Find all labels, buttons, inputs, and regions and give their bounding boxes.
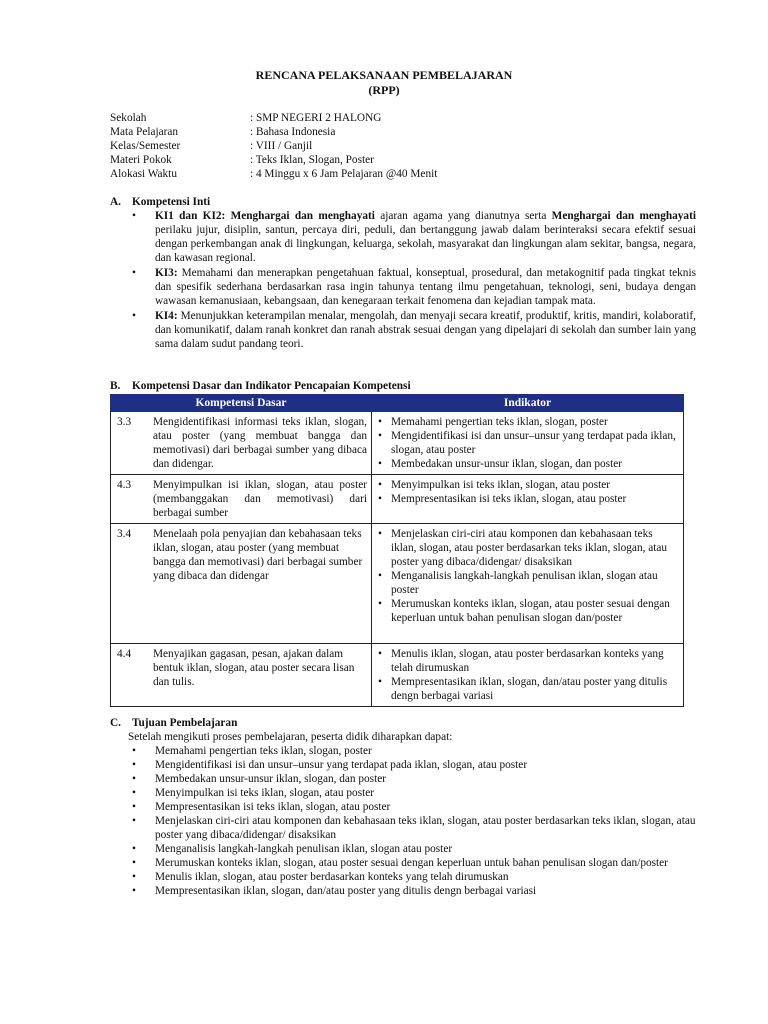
identity-value: : Teks Iklan, Slogan, Poster: [250, 154, 374, 166]
section-c-heading: [110, 716, 237, 730]
list-item: • Mengidentifikasi isi dan unsur–unsur yang terdapat pada iklan, slogan, atau poster: [130, 758, 696, 772]
kd-cell: [111, 475, 372, 524]
list-item: • Memahami pengertian teks iklan, slogan, poster: [130, 744, 696, 758]
indicator-item: • Merumuskan konteks iklan, slogan, atau poster sesuai dengan keperluan untuk bahan penulisan slogan dan/poster: [376, 597, 679, 625]
ki-item: [130, 266, 696, 308]
kd-text: Menyajikan gagasan, pesan, ajakan dalam bentuk iklan, slogan, atau poster secara lisan dan tulis.: [153, 648, 355, 688]
indicator-cell: [372, 412, 684, 475]
indicator-cell: [372, 475, 684, 524]
section-letter: A.: [110, 196, 121, 208]
list-item: • Menganalisis langkah-langkah penulisan iklan, slogan atau poster: [130, 842, 696, 856]
kd-text: Menelaah pola penyajian dan kebahasaan teks iklan, slogan, atau poster (yang membuat bangga dan memotivasi) dari berbagai sumber yang dibaca dan didengar: [153, 528, 363, 582]
identity-value: : 4 Minggu x 6 Jam Pelajaran @40 Menit: [250, 168, 438, 180]
ki-code: KI1 dan KI2:: [155, 210, 226, 222]
identity-row: [110, 139, 670, 153]
section-a-heading: [110, 195, 210, 209]
section-letter: C.: [110, 717, 121, 729]
list-item: • Menulis iklan, slogan, atau poster berdasarkan konteks yang telah dirumuskan: [130, 870, 696, 884]
kd-text: Mengidentifikasi informasi teks iklan, slogan, atau poster (yang membuat bangga dan memotivasi) dari berbagai sumber yang dibaca dan didengar.: [153, 416, 367, 470]
list-item: • Merumuskan konteks iklan, slogan, atau poster sesuai dengan keperluan untuk bahan penulisan slogan dan/poster: [130, 856, 696, 870]
table-header-row: [111, 395, 684, 412]
identity-row: [110, 167, 670, 181]
tujuan-list: [130, 744, 696, 898]
identity-value: : SMP NEGERI 2 HALONG: [250, 112, 382, 124]
identity-label: Materi Pokok: [110, 154, 172, 166]
title-line-2: (RPP): [368, 83, 400, 97]
identity-label: Alokasi Waktu: [110, 168, 177, 180]
identity-value: : Bahasa Indonesia: [250, 126, 336, 138]
document-title: [0, 68, 768, 98]
indicator-item: • Memahami pengertian teks iklan, slogan, poster: [376, 415, 679, 429]
bullet-icon: •: [132, 310, 136, 322]
kd-cell: [111, 524, 372, 644]
identity-block: [110, 111, 670, 181]
ki-code: KI4:: [155, 310, 178, 322]
bullet-icon: •: [132, 267, 136, 279]
list-item: • Mempresentasikan iklan, slogan, dan/atau poster yang ditulis dengn berbagai variasi: [130, 884, 696, 898]
bullet-icon: •: [132, 210, 136, 222]
section-b-heading: [110, 379, 411, 393]
identity-row: [110, 153, 670, 167]
ki-text: perilaku jujur, disiplin, santun, percaya diri, peduli, dan bertanggung jawab dalam berinteraksi secara efektif sesuai dengan perkembangan anak di lingkungan, keluarga, sekolah, masyarakat dan lingkungan alam sekitar, bangsa, negara, dan kawasan regional.: [155, 224, 696, 264]
kd-code: 3.3: [117, 416, 132, 428]
tujuan-intro: Setelah mengikuti proses pembelajaran, peserta didik diharapkan dapat:: [128, 731, 453, 743]
ki-text: ajaran agama yang dianutnya serta: [374, 210, 552, 222]
kd-code: 4.3: [117, 479, 132, 491]
ki-item: [130, 209, 696, 265]
column-header-indikator: Indikator: [372, 395, 684, 412]
table-row: [111, 412, 684, 475]
list-item: • Membedakan unsur-unsur iklan, slogan, dan poster: [130, 772, 696, 786]
identity-label: Kelas/Semester: [110, 140, 181, 152]
table-row: [111, 475, 684, 524]
identity-label: Sekolah: [110, 112, 147, 124]
indicator-item: • Mempresentasikan iklan, slogan, dan/atau poster yang ditulis dengn berbagai variasi: [376, 675, 679, 703]
kd-cell: [111, 644, 372, 707]
title-line-1: RENCANA PELAKSANAAN PEMBELAJARAN: [255, 68, 513, 82]
section-title: Tujuan Pembelajaran: [132, 717, 238, 729]
list-item: • Menjelaskan ciri-ciri atau komponen dan kebahasaan teks iklan, slogan, atau poster berdasarkan teks iklan, slogan, atau poster yang dibaca/didengar/ disaksikan: [130, 814, 696, 842]
column-header-kd: Kompetensi Dasar: [111, 395, 372, 412]
indicator-cell: [372, 524, 684, 644]
kd-cell: [111, 412, 372, 475]
indicator-item: • Menulis iklan, slogan, atau poster berdasarkan konteks yang telah dirumuskan: [376, 647, 679, 675]
kd-indicator-table: [110, 394, 684, 707]
kd-code: 4.4: [117, 648, 132, 660]
tujuan-block: [130, 730, 696, 898]
indicator-item: • Mempresentasikan isi teks iklan, slogan, atau poster: [376, 492, 679, 506]
identity-row: [110, 125, 670, 139]
section-letter: B.: [110, 380, 121, 392]
ki-item: [130, 309, 696, 351]
section-title: Kompetensi Dasar dan Indikator Pencapaian Kompetensi: [132, 380, 411, 392]
ki-bold-phrase: Menghargai dan menghayati: [551, 210, 696, 222]
ki-text: Menunjukkan keterampilan menalar, mengolah, dan menyaji secara kreatif, produktif, kritis, mandiri, kolaboratif, dan komunikatif, dalam ranah konkret dan ranah abstrak sesuai dengan yang dipelajari di sekolah dan sumber lain yang sama dalam sudut pandang teori.: [155, 310, 696, 350]
kd-text: Menyimpulkan isi iklan, slogan, atau poster (membanggakan dan memotivasi) dari berbagai sumber: [153, 479, 367, 519]
indicator-item: • Menjelaskan ciri-ciri atau komponen dan kebahasaan teks iklan, slogan, atau poster berdasarkan teks iklan, slogan, atau poster yang dibaca/didengar/ disaksikan: [376, 527, 679, 569]
indicator-item: • Menganalisis langkah-langkah penulisan iklan, slogan atau poster: [376, 569, 679, 597]
indicator-item: • Membedakan unsur-unsur iklan, slogan, dan poster: [376, 457, 679, 471]
list-item: • Menyimpulkan isi teks iklan, slogan, atau poster: [130, 786, 696, 800]
indicator-item: • Mengidentifikasi isi dan unsur–unsur yang terdapat pada iklan, slogan, atau poster: [376, 429, 679, 457]
section-title: Kompetensi Inti: [132, 196, 211, 208]
ki-text: Memahami dan menerapkan pengetahuan faktual, konseptual, prosedural, dan metakognitif pada tingkat teknis dan spesifik sederhana berdasarkan rasa ingin tahunya tentang ilmu pengetahuan, teknologi, seni, budaya dengan wawasan kemanusiaan, kebangsaan, dan kenegaraan terkait fenomena dan kejadian tampak mata.: [155, 267, 696, 307]
identity-value: : VIII / Ganjil: [250, 140, 313, 152]
identity-label: Mata Pelajaran: [110, 126, 179, 138]
table-row: [111, 644, 684, 707]
identity-row: [110, 111, 670, 125]
kompetensi-inti-list: [130, 209, 696, 352]
ki-bold-phrase: Menghargai dan menghayati: [230, 210, 375, 222]
indicator-item: • Menyimpulkan isi teks iklan, slogan, atau poster: [376, 478, 679, 492]
table-row: [111, 524, 684, 644]
list-item: • Mempresentasikan isi teks iklan, slogan, atau poster: [130, 800, 696, 814]
indicator-cell: [372, 644, 684, 707]
kd-code: 3.4: [117, 528, 132, 540]
ki-code: KI3:: [155, 267, 178, 279]
